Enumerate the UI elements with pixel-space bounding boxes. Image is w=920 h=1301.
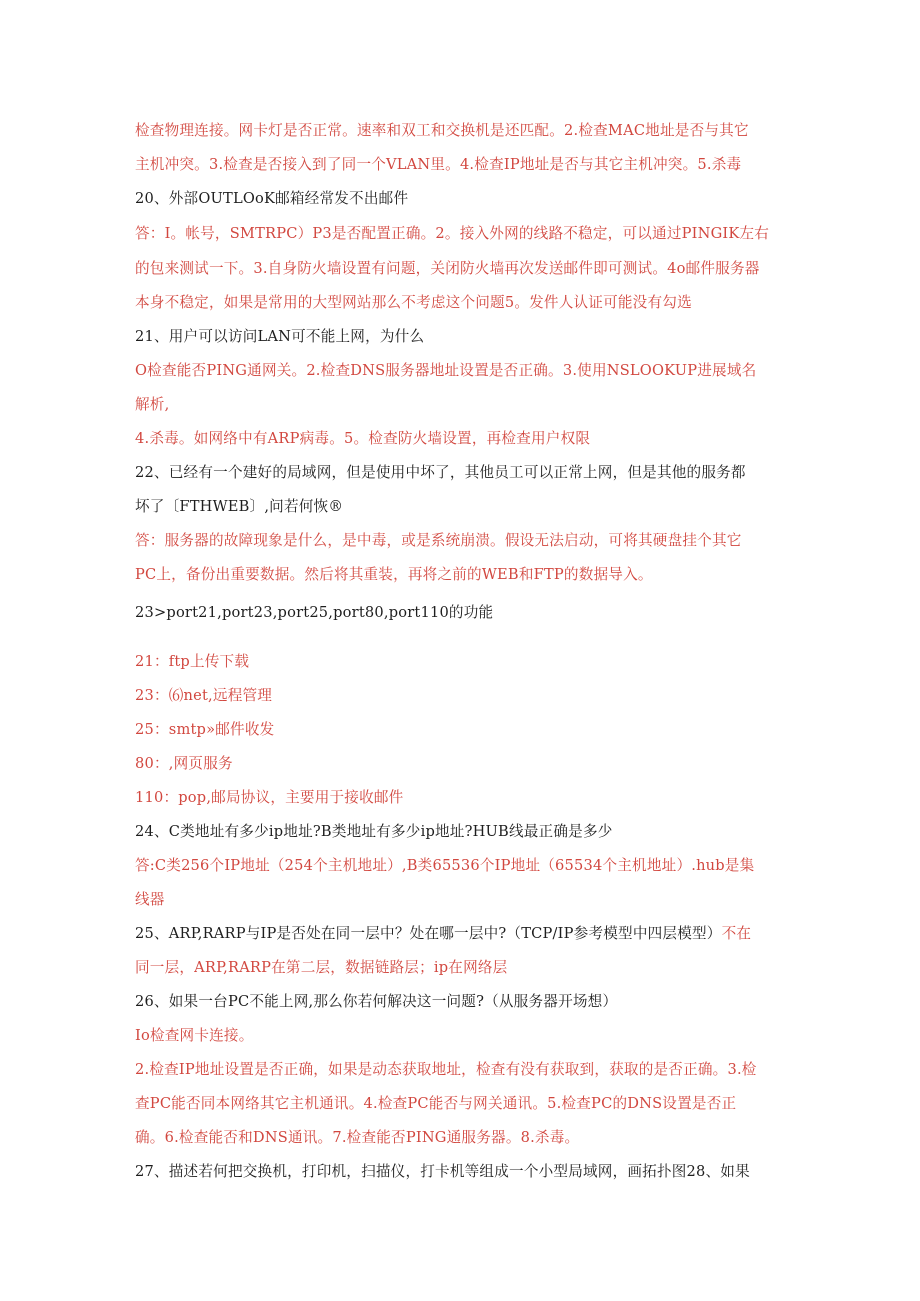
answer-26-line-2: 2.检查IP地址设置是否正确，如果是动态获取地址，检查有没有获取到，获取的是否正确。3.检 — [135, 1061, 757, 1078]
answer-22-line-1: 答：服务器的故障现象是什么，是中毒，或是系统崩溃。假设无法启动，可将其硬盘挂个其它 — [135, 532, 742, 549]
question-24: 24、C类地址有多少ip地址?B类地址有多少ip地址?HUB线最正确是多少 — [135, 823, 613, 840]
answer-20-line-1: 答：I。帐号，SMTRPC）P3是否配置正确。2。接入外网的线路不稳定，可以通过PINGIK左右 — [135, 225, 770, 242]
question-22-line-2: 坏了〔FTHWEB〕,问若何恢® — [135, 498, 344, 515]
question-23: 23>port21,port23,port25,port80,port110的功能 — [135, 604, 494, 621]
answer-23-port110: 110：pop,邮局协议，主要用于接收邮件 — [135, 789, 404, 806]
question-21: 21、用户可以访问LAN可不能上网，为什么 — [135, 328, 425, 345]
answer-21-line-2: 解析, — [135, 396, 170, 413]
answer-20-line-3: 本身不稳定，如果是常用的大型网站那么不考虑这个问题5。发件人认证可能没有勾选 — [135, 294, 692, 311]
answer-24-line-2: 线器 — [135, 891, 165, 908]
answer-21-line-3: 4.杀毒。如网络中有ARP病毒。5。检查防火墙设置，再检查用户权限 — [135, 430, 591, 447]
answer-23-port23: 23：⑹net,远程管理 — [135, 687, 273, 704]
answer-26-line-4: 确。6.检查能否和DNS通讯。7.检查能否PING通服务器。8.杀毒。 — [135, 1129, 580, 1146]
answer-23-port25: 25：smtp»邮件收发 — [135, 721, 275, 738]
answer-25-start: 不在 — [721, 925, 752, 942]
answer-24-line-1: 答:C类256个IP地址（254个主机地址）,B类65536个IP地址（65534个主机地址）.hub是集 — [135, 857, 755, 874]
answer-26-line-1: Io检查网卡连接。 — [135, 1027, 254, 1044]
question-22-line-1: 22、已经有一个建好的局域网，但是使用中坏了，其他员工可以正常上网，但是其他的服务都 — [135, 464, 746, 481]
answer-26-line-3: 查PC能否同本网络其它主机通讯。4.检查PC能否与网关通讯。5.检查PC的DNS设置是否正 — [135, 1095, 737, 1112]
answer-20-line-2: 的包来测试一下。3.自身防火墙设置有问题，关闭防火墙再次发送邮件即可测试。4o邮件服务器 — [135, 260, 760, 277]
question-25-line — [135, 924, 785, 944]
answer-22-line-2: PC上，备份出重要数据。然后将其重装，再将之前的WEB和FTP的数据导入。 — [135, 566, 653, 583]
answer-23-port21: 21：ftp上传下载 — [135, 653, 250, 670]
text-line-1: 检查物理连接。网卡灯是否正常。速率和双工和交换机是还匹配。2.检查MAC地址是否与其它 — [135, 122, 749, 139]
question-20: 20、外部OUTLOoK邮箱经常发不出邮件 — [135, 190, 409, 207]
question-26: 26、如果一台PC不能上网,那么你若何解决这一问题?（从服务器开场想） — [135, 993, 618, 1010]
text-line-2: 主机冲突。3.检查是否接入到了同一个VLAN里。4.检查IP地址是否与其它主机冲突。5.杀毒 — [135, 156, 742, 173]
question-25: 25、ARP,RARP与IP是否处在同一层中？处在哪一层中?（TCP/IP参考模型中四层模型） — [135, 925, 722, 942]
answer-23-port80: 80：,网页服务 — [135, 755, 233, 772]
answer-21-line-1: O检查能否PING通网关。2.检查DNS服务器地址设置是否正确。3.使用NSLOOKUP进展域名 — [135, 362, 757, 379]
answer-25-line-2: 同一层，ARP,RARP在第二层，数据链路层；ip在网络层 — [135, 959, 508, 976]
question-27: 27、描述若何把交换机，打印机，扫描仪，打卡机等组成一个小型局域网，画拓扑图28、如果 — [135, 1163, 750, 1180]
